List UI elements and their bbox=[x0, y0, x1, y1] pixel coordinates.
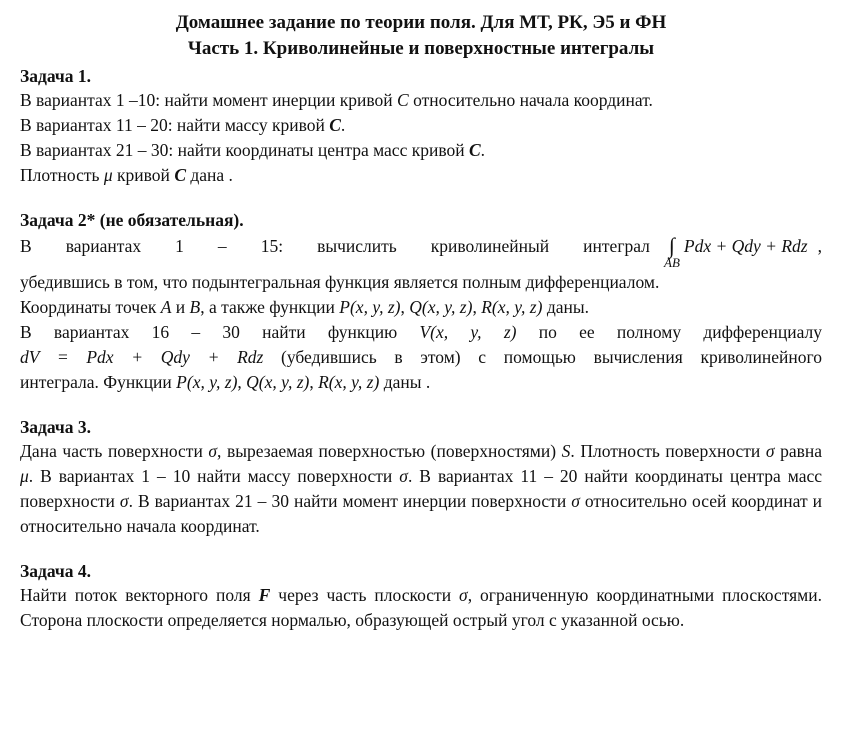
function-p: P(x, y, z) bbox=[339, 297, 401, 317]
text-run: , bbox=[472, 297, 482, 317]
text-run: Дана часть поверхности bbox=[20, 441, 209, 461]
task-2-line-4 bbox=[20, 320, 822, 345]
page-title: Домашнее задание по теории поля. Для МТ, РК, Э5 и ФН bbox=[175, 12, 667, 33]
text-run: , bbox=[309, 372, 319, 392]
word: – bbox=[217, 236, 227, 256]
text-run: . bbox=[340, 115, 346, 135]
surface-symbol: σ bbox=[208, 441, 218, 461]
surface-symbol: σ bbox=[459, 585, 468, 605]
task-4-paragraph bbox=[20, 583, 822, 633]
task-3 bbox=[20, 415, 822, 539]
word: вычислить bbox=[317, 236, 397, 256]
text-run: Плотность bbox=[20, 165, 104, 185]
text-run: . В вариантах 1 – 10 найти массу поверхности bbox=[28, 466, 400, 486]
curve-symbol: C bbox=[174, 165, 186, 185]
density-symbol: μ bbox=[103, 165, 113, 185]
text-run: , bbox=[237, 372, 247, 392]
task-1-line-2 bbox=[20, 113, 822, 138]
vector-field-symbol: F bbox=[258, 585, 271, 605]
text-run: относительно осей координат и относительно начала координат. bbox=[20, 491, 822, 536]
curve-symbol: C bbox=[397, 90, 409, 110]
text-run: В вариантах 1 –10: найти момент инерции кривой bbox=[20, 90, 398, 110]
function-q: Q(x, y, z) bbox=[246, 372, 310, 392]
task-4-heading: Задача 4. bbox=[20, 561, 92, 581]
task-4 bbox=[20, 559, 822, 633]
text-run: (убедившись в этом) с помощью вычисления криволинейного bbox=[263, 347, 822, 367]
text-run: даны. bbox=[542, 297, 589, 317]
text-run: . В вариантах 21 – 30 найти момент инерции поверхности bbox=[128, 491, 572, 511]
page-subtitle: Часть 1. Криволинейные и поверхностные интегралы bbox=[187, 38, 655, 59]
text-run: . В вариантах 11 – 20 найти координаты центра масс поверхности bbox=[20, 466, 822, 511]
integral-subscript: AB bbox=[664, 255, 680, 270]
text-run: по ее полному дифференциалу bbox=[516, 322, 822, 342]
surface-s-symbol: S bbox=[561, 441, 571, 461]
word: интеграл bbox=[583, 236, 650, 256]
word: 1 bbox=[175, 236, 184, 256]
text-run: Координаты точек bbox=[20, 297, 161, 317]
task-3-paragraph bbox=[20, 439, 822, 539]
function-v: V(x, y, z) bbox=[419, 322, 517, 342]
line-integral-formula bbox=[664, 234, 822, 270]
task-1-line-3 bbox=[20, 138, 822, 163]
text-run: . bbox=[480, 140, 486, 160]
task-2-line-1 bbox=[20, 234, 822, 270]
curve-symbol: C bbox=[468, 140, 481, 160]
curve-symbol: C bbox=[329, 115, 341, 135]
surface-symbol: σ bbox=[399, 466, 408, 486]
text-run: интеграла. Функции bbox=[20, 372, 177, 392]
task-3-heading: Задача 3. bbox=[20, 417, 92, 437]
task-2-line-6 bbox=[20, 370, 822, 395]
text-run: равна bbox=[774, 441, 822, 461]
function-q: Q(x, y, z) bbox=[409, 297, 473, 317]
text-run: даны . bbox=[379, 372, 431, 392]
task-1-line-1 bbox=[20, 88, 822, 113]
surface-symbol: σ bbox=[119, 491, 129, 511]
task-2-heading: Задача 2* (не обязательная). bbox=[20, 210, 244, 230]
function-p: P(x, y, z) bbox=[176, 372, 238, 392]
text-run: дана . bbox=[186, 165, 233, 185]
total-differential: dV = Pdx + Qdy + Rdz bbox=[20, 347, 264, 367]
surface-symbol: σ bbox=[765, 441, 775, 461]
word: криволинейный bbox=[430, 236, 550, 256]
text-run: , ограниченную координатными плоскостями. Сторона плоскости определяется нормалью, образующей острый угол с указанной осью. bbox=[20, 585, 822, 630]
task-2 bbox=[20, 208, 822, 395]
text-run: В вариантах 21 – 30: найти координаты центра масс кривой bbox=[20, 140, 469, 160]
text-run: В вариантах 11 – 20: найти массу кривой bbox=[20, 115, 330, 135]
integrand: Pdx + Qdy + Rdz bbox=[683, 236, 808, 256]
text-run: , а также функции bbox=[200, 297, 340, 317]
task-1 bbox=[20, 64, 822, 188]
text-run: В вариантах 16 – 30 найти функцию bbox=[20, 322, 420, 342]
text-run: относительно начала координат. bbox=[408, 90, 653, 110]
task-2-line-2: убедившись в том, что подынтегральная функция является полным дифференциалом. bbox=[20, 272, 660, 292]
task-1-heading: Задача 1. bbox=[20, 66, 92, 86]
text-run: кривой bbox=[112, 165, 175, 185]
text-run: Найти поток векторного поля bbox=[20, 585, 259, 605]
word: вариантах bbox=[65, 236, 142, 256]
text-run: через часть плоскости bbox=[270, 585, 460, 605]
point-symbol: B bbox=[189, 297, 201, 317]
task-2-line-5 bbox=[20, 345, 822, 370]
word: 15: bbox=[260, 236, 284, 256]
text-run: , bbox=[817, 236, 822, 256]
function-r: R(x, y, z) bbox=[318, 372, 380, 392]
word: В bbox=[20, 236, 32, 256]
integral-sign: ∫ AB bbox=[664, 233, 680, 270]
text-run: и bbox=[171, 297, 190, 317]
point-symbol: A bbox=[160, 297, 172, 317]
task-2-line-3 bbox=[20, 295, 822, 320]
text-run: . Плотность поверхности bbox=[570, 441, 766, 461]
text-run: , вырезаемая поверхностью (поверхностями) bbox=[217, 441, 562, 461]
surface-symbol: σ bbox=[571, 491, 580, 511]
text-run: , bbox=[400, 297, 410, 317]
function-r: R(x, y, z) bbox=[481, 297, 543, 317]
density-symbol: μ bbox=[20, 466, 29, 486]
task-1-line-4 bbox=[20, 163, 822, 188]
